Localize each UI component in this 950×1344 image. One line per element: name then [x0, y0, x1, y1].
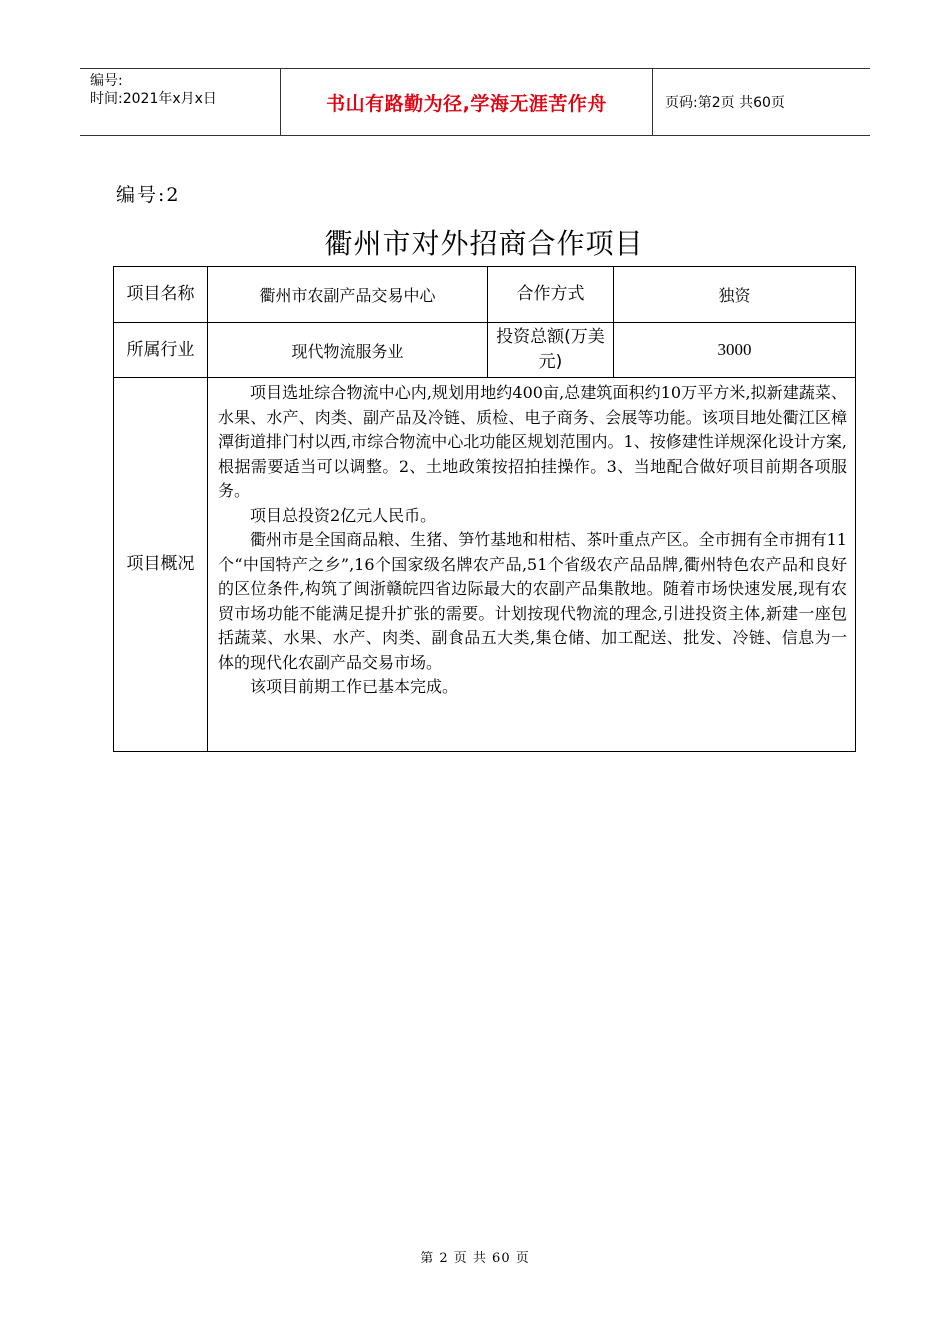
header-time-label: 时间:2021年x月x日 [90, 91, 217, 107]
table-row-name [114, 267, 856, 323]
investment-label: 投资总额(万美元) [488, 323, 614, 378]
header-page-info: 页码:第2页 共60页 [665, 95, 785, 111]
industry-value: 现代物流服务业 [208, 323, 488, 378]
project-name-label: 项目名称 [114, 267, 208, 323]
overview-paragraph: 项目选址综合物流中心内,规划用地约400亩,总建筑面积约10万平方米,拟新建蔬菜、水果、水产、肉类、副产品及冷链、质检、电子商务、会展等功能。该项目地处衢江区樟潭街道排门村以西,市综合物流中心北功能区规划范围内。1、按修建性详规深化设计方案,根据需要适当可以调整。2、土地政策按招拍挂操作。3、当地配合做好项目前期各项服务。 [218, 383, 847, 500]
table-row-industry [114, 323, 856, 378]
coop-mode-label: 合作方式 [488, 267, 614, 323]
header-meta [80, 69, 281, 135]
header-motto: 书山有路勤为径,学海无涯苦作舟 [281, 69, 653, 135]
page-header [80, 68, 870, 136]
header-number-label: 编号: [90, 73, 123, 89]
table-row-overview [114, 378, 856, 752]
investment-value: 3000 [614, 323, 856, 378]
doc-number: 编号:2 [116, 184, 181, 206]
page-footer: 第 2 页 共 60 页 [420, 1251, 530, 1266]
overview-content [208, 378, 856, 752]
project-table [113, 266, 856, 752]
page-title: 衢州市对外招商合作项目 [324, 227, 644, 260]
industry-label: 所属行业 [114, 323, 208, 378]
overview-paragraph: 该项目前期工作已基本完成。 [250, 677, 459, 696]
overview-label: 项目概况 [114, 378, 208, 752]
project-name-value: 衢州市农副产品交易中心 [208, 267, 488, 323]
overview-paragraph: 衢州市是全国商品粮、生猪、笋竹基地和柑桔、茶叶重点产区。全市拥有全市拥有11个“中国特产之乡”,16个国家级名牌农产品,51个省级农产品品牌,衢州特色农产品和良好的区位条件,构筑了闽浙赣皖四省边际最大的农副产品集散地。随着市场快速发展,现有农贸市场功能不能满足提升扩张的需要。计划按现代物流的理念,引进投资主体,新建一座包括蔬菜、水果、水产、肉类、副食品五大类,集仓储、加工配送、批发、冷链、信息为一体的现代化农副产品交易市场。 [218, 530, 847, 672]
coop-mode-value: 独资 [614, 267, 856, 323]
overview-paragraph: 项目总投资2亿元人民币。 [250, 505, 437, 525]
